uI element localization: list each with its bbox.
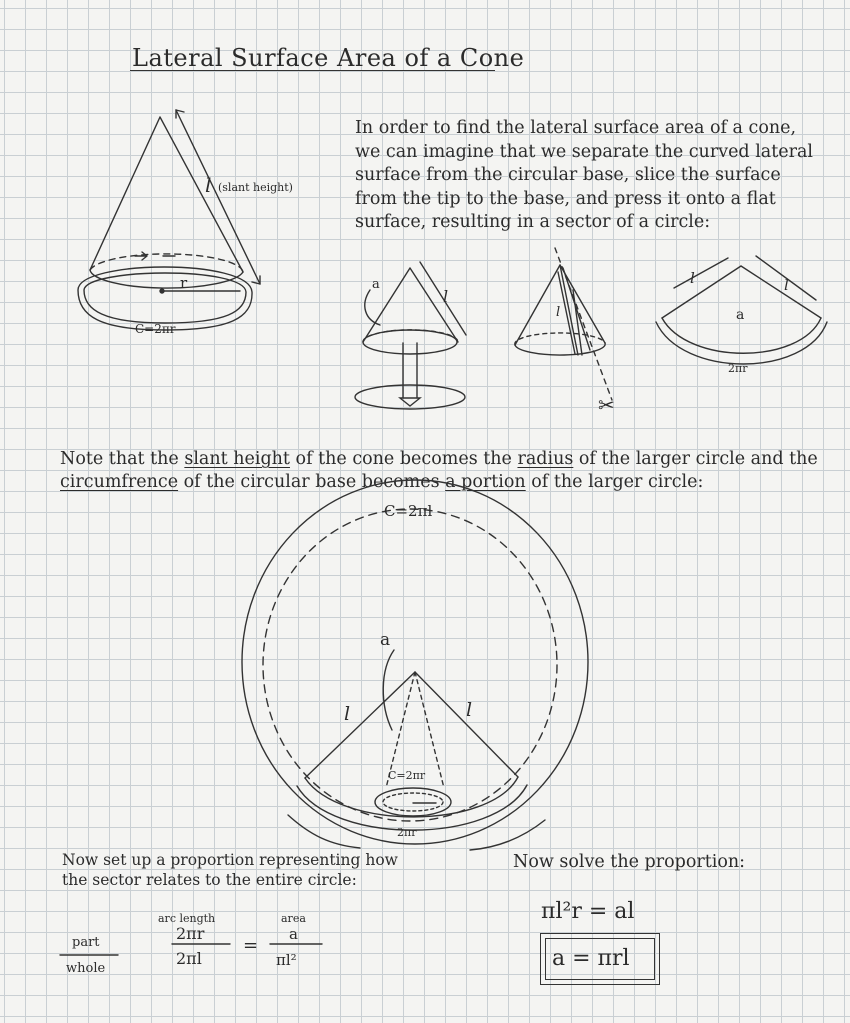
big-angle-label: a [380, 630, 391, 650]
term-slant-height: slant height [184, 449, 290, 469]
slant-label-2: l [443, 287, 449, 306]
slant-note: (slant height) [218, 181, 293, 194]
fraction-numerator-2: a [289, 925, 298, 943]
sector-slant-right: l [784, 276, 789, 294]
intro-paragraph: In order to find the lateral surface area of a cone, we can imagine that we separate the curved lateral surface from the circular base, slice the surface from the tip to the base, and press it onto a flat surface, resulting in a sector of a circle: [355, 118, 814, 232]
scissors-icon: ✂ [598, 393, 615, 417]
proportion-heading: Now set up a proportion representing how the sector relates to the entire circle: [62, 851, 398, 889]
equals-sign: = [243, 935, 259, 956]
sector-slant-left: l [690, 269, 695, 287]
cone-diagram [78, 110, 260, 330]
result-formula: a = πrl [552, 946, 630, 971]
part-label: part [72, 935, 100, 950]
solve-step: πl²r = al [541, 899, 635, 924]
whole-label: whole [66, 961, 106, 976]
fraction-denominator-2: πl² [276, 951, 297, 969]
sector-arc-label: 2πr [728, 362, 748, 375]
circumference-label: C=2πr [135, 322, 176, 336]
big-circle-diagram [242, 480, 588, 850]
sector-area-label: a [736, 307, 745, 323]
solve-heading: Now solve the proportion: [513, 852, 746, 872]
small-circ-label: C=2πr [388, 769, 426, 782]
big-circle-circumference: C=2πl [384, 502, 433, 520]
angle-label: a [372, 277, 380, 292]
slant-label: l [205, 173, 212, 197]
big-arc-label: 2πr [397, 826, 417, 839]
big-slant-left: l [344, 703, 351, 725]
fraction-numerator-1: 2πr [176, 924, 205, 943]
cone-slice-diagram [515, 248, 612, 400]
term-a-portion: a portion [445, 472, 526, 492]
arc-length-label: arc length [158, 912, 216, 925]
slant-label-3: l [556, 305, 561, 320]
big-slant-right: l [466, 699, 473, 721]
term-radius: radius [517, 449, 574, 469]
radius-label: r [180, 274, 188, 292]
area-label: area [281, 912, 306, 925]
term-circumference: circumfrence [60, 472, 179, 492]
note-paragraph: Note that the slant height of the cone becomes the radius of the larger circle and the circumfrence of the circular base becomes a portion of the larger circle: [60, 449, 818, 492]
fraction-denominator-1: 2πl [176, 949, 202, 968]
page-title: Lateral Surface Area of a Cone [132, 44, 525, 72]
